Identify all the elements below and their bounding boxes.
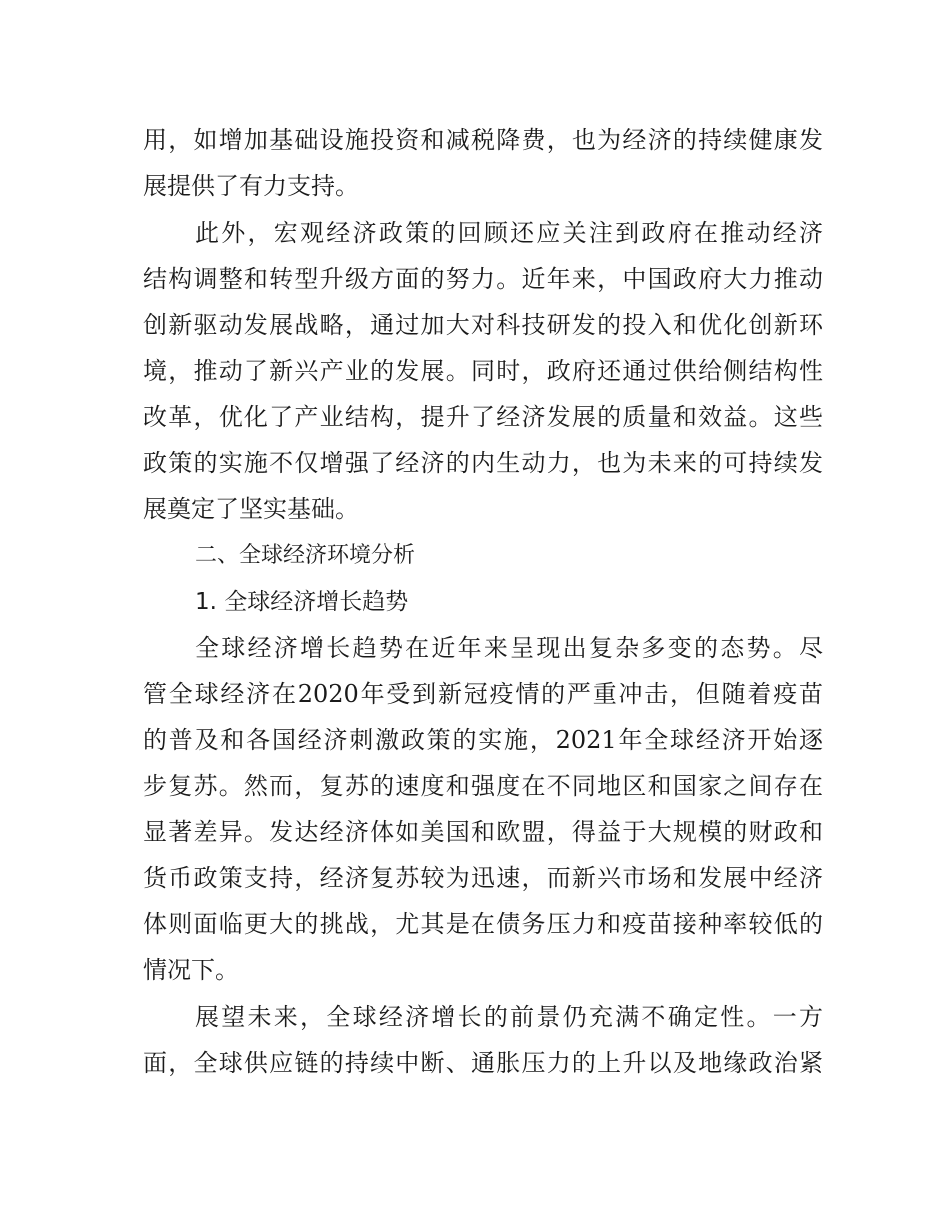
paragraph-line: 体则面临更大的挑战，尤其是在债务压力和疫苗接种率较低的 [143,910,823,938]
paragraph-line: 创新驱动发展战略，通过加大对科技研发的投入和优化创新环 [143,311,823,339]
paragraph-line: 此外，宏观经济政策的回顾还应关注到政府在推动经济 [195,219,823,247]
paragraph-line: 改革，优化了产业结构，提升了经济发展的质量和效益。这些 [143,403,823,431]
paragraph-line: 步复苏。然而，复苏的速度和强度在不同地区和国家之间存在 [143,772,823,800]
paragraph-line: 面，全球供应链的持续中断、通胀压力的上升以及地缘政治紧 [143,1049,823,1077]
paragraph-line: 用，如增加基础设施投资和减税降费，也为经济的持续健康发 [143,126,823,154]
subsection-heading: 1. 全球经济增长趋势 [195,589,409,615]
paragraph-line: 的普及和各国经济刺激政策的实施，2021年全球经济开始逐 [143,726,823,754]
paragraph-line: 货币政策支持，经济复苏较为迅速，而新兴市场和发展中经济 [143,864,823,892]
paragraph-line: 全球经济增长趋势在近年来呈现出复杂多变的态势。尽 [195,634,823,662]
paragraph-line: 境，推动了新兴产业的发展。同时，政府还通过供给侧结构性 [143,357,823,385]
section-heading: 二、全球经济环境分析 [195,543,416,568]
paragraph-line: 展望未来，全球经济增长的前景仍充满不确定性。一方 [195,1003,823,1031]
paragraph-line: 情况下。 [143,956,239,984]
paragraph-line: 结构调整和转型升级方面的努力。近年来，中国政府大力推动 [143,265,823,293]
paragraph-line: 显著差异。发达经济体如美国和欧盟，得益于大规模的财政和 [143,818,823,846]
paragraph-line: 展奠定了坚实基础。 [143,495,359,523]
paragraph-line: 政策的实施不仅增强了经济的内生动力，也为未来的可持续发 [143,449,823,477]
paragraph-line: 管全球经济在2020年受到新冠疫情的严重冲击，但随着疫苗 [143,680,823,708]
paragraph-line: 展提供了有力支持。 [143,172,359,200]
